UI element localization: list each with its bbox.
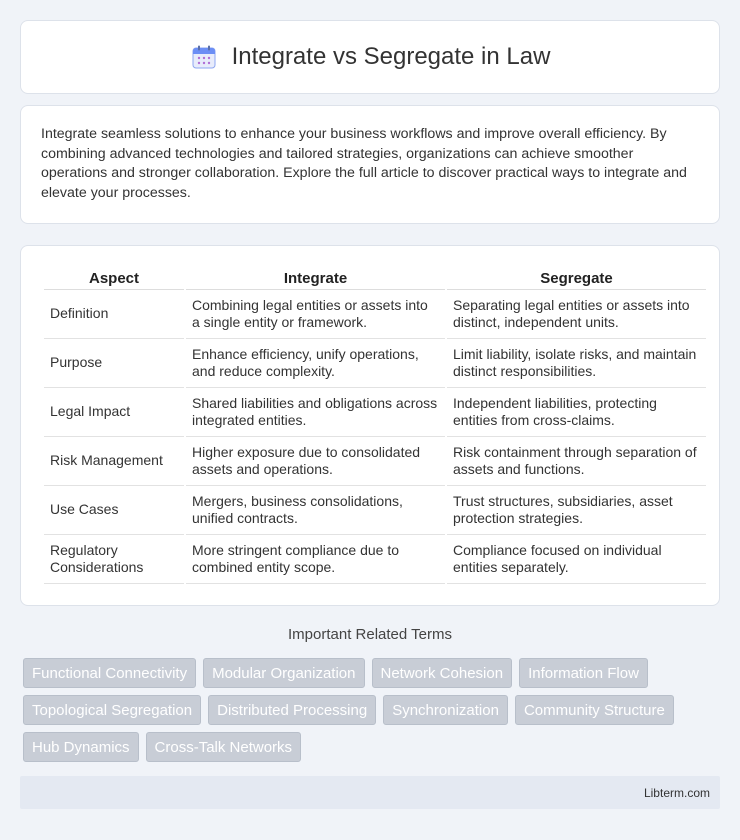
- related-terms-list: [23, 658, 723, 762]
- row-aspect: Purpose: [44, 339, 184, 388]
- row-segregate: Separating legal entities or assets into distinct, independent units.: [447, 290, 706, 339]
- row-segregate: Compliance focused on individual entities separately.: [447, 535, 706, 584]
- comparison-table-card: [20, 245, 720, 606]
- row-integrate: Higher exposure due to consolidated assets and operations.: [186, 437, 445, 486]
- intro-text: Integrate seamless solutions to enhance your business workflows and improve overall efficiency. By combining advanced technologies and tailored strategies, organizations can achieve smoother operations and stronger collaboration. Explore the full article to discover practical ways to integrate and elevate your processes.: [41, 126, 687, 201]
- page-title: Integrate vs Segregate in Law: [231, 43, 551, 70]
- table-row: [44, 290, 706, 339]
- row-aspect: Risk Management: [44, 437, 184, 486]
- related-term-tag[interactable]: Distributed Processing: [208, 695, 376, 725]
- table-row: [44, 339, 706, 388]
- related-term-tag[interactable]: Cross-Talk Networks: [146, 732, 302, 762]
- footer: [20, 776, 720, 809]
- related-terms-title: Important Related Terms: [288, 626, 452, 643]
- related-term-tag[interactable]: Functional Connectivity: [23, 658, 196, 688]
- table-row: [44, 388, 706, 437]
- row-integrate: Enhance efficiency, unify operations, and reduce complexity.: [186, 339, 445, 388]
- table-row: [44, 437, 706, 486]
- table-row: [44, 535, 706, 584]
- row-aspect: Use Cases: [44, 486, 184, 535]
- related-term-tag[interactable]: Modular Organization: [203, 658, 364, 688]
- row-aspect: Definition: [44, 290, 184, 339]
- row-integrate: Shared liabilities and obligations across integrated entities.: [186, 388, 445, 437]
- row-integrate: Combining legal entities or assets into a single entity or framework.: [186, 290, 445, 339]
- table-row: [44, 486, 706, 535]
- row-segregate: Risk containment through separation of assets and functions.: [447, 437, 706, 486]
- row-segregate: Independent liabilities, protecting entities from cross-claims.: [447, 388, 706, 437]
- row-aspect: Regulatory Considerations: [44, 535, 184, 584]
- row-segregate: Limit liability, isolate risks, and maintain distinct responsibilities.: [447, 339, 706, 388]
- related-term-tag[interactable]: Network Cohesion: [372, 658, 513, 688]
- row-segregate: Trust structures, subsidiaries, asset protection strategies.: [447, 486, 706, 535]
- related-term-tag[interactable]: Synchronization: [383, 695, 508, 725]
- calendar-icon: [190, 43, 218, 71]
- row-integrate: More stringent compliance due to combined entity scope.: [186, 535, 445, 584]
- related-term-tag[interactable]: Topological Segregation: [23, 695, 201, 725]
- related-term-tag[interactable]: Hub Dynamics: [23, 732, 139, 762]
- header-segregate: Segregate: [447, 264, 706, 290]
- comparison-table: [42, 264, 708, 584]
- intro-card: [20, 105, 720, 224]
- header-card: [20, 20, 720, 94]
- row-aspect: Legal Impact: [44, 388, 184, 437]
- row-integrate: Mergers, business consolidations, unified contracts.: [186, 486, 445, 535]
- header-aspect: Aspect: [44, 264, 184, 290]
- related-term-tag[interactable]: Community Structure: [515, 695, 674, 725]
- header-integrate: Integrate: [186, 264, 445, 290]
- related-term-tag[interactable]: Information Flow: [519, 658, 648, 688]
- footer-site-link[interactable]: Libterm.com: [643, 785, 710, 800]
- table-header-row: [44, 264, 706, 290]
